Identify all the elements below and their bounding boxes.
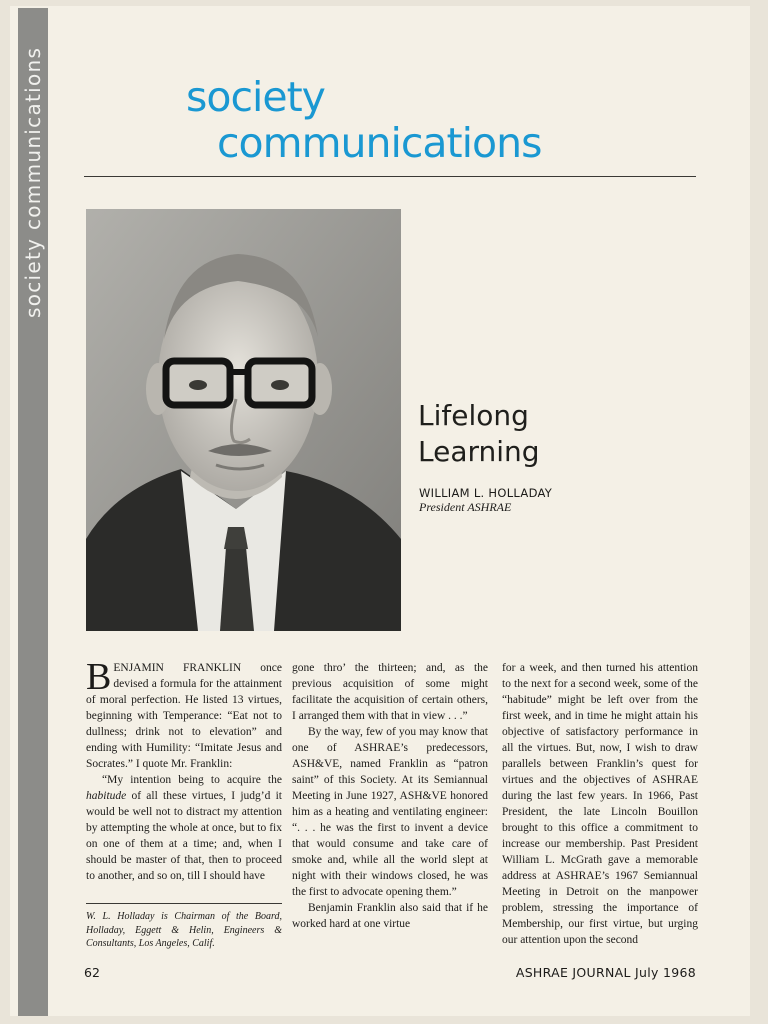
col1-p2-text-b: of all these virtues, I judg’d it would be well not to distract my attention by attempting the whole at once, but to fix on one of them at a time; and, when I should be master of that, then to proceed to another, and so on, till I should have [86, 790, 282, 882]
section-title [186, 74, 541, 166]
footnote-rule [86, 903, 282, 904]
author-name: WILLIAM L. HOLLADAY [419, 486, 553, 500]
col1-paragraph-2 [86, 772, 282, 884]
col1-p2-emphasis: habitude [86, 790, 127, 802]
journal-issue: ASHRAE JOURNAL July 1968 [515, 965, 696, 980]
author-role: President ASHRAE [419, 500, 512, 514]
body-column-1 [86, 656, 282, 884]
col1-paragraph-1 [86, 656, 282, 772]
side-tab-label: society communications [21, 46, 45, 318]
headline-line2: Learning [418, 435, 540, 468]
section-title-line1: society [186, 73, 325, 121]
col2-paragraph-2: By the way, few of you may know that one of ASHRAE’s predecessors, ASH&VE, named Franklin as “patron saint” of this Society. At its Semiannual Meeting in June 1927, ASH&VE honored him as a heating and ventilating engineer: “. . . he was the first to invent a device that would consume and take care of smoke and, while all the world slept at night with their windows closed, he was the first to advocate opening them.” [292, 726, 488, 898]
col1-p1-text: ENJAMIN FRANKLIN once devised a formula for the attainment of moral perfection. He listed 13 virtues, beginning with Temperance: “Eat not to dullness; drink not to elevation” and ending with Humility: “Imitate Jesus and Socrates.” I quote Mr. Franklin: [86, 662, 282, 770]
body-column-3 [502, 660, 698, 948]
col3-paragraph-1: for a week, and then turned his attention to the next for a second week, some of the “habitude” might be left over from the first week, and in time he might attain his objective of satisfactory performance in all the virtues. But, now, I wish to draw parallels between Franklin’s quest for virtues and the objectives of ASHRAE during the last few years. In 1966, Past President, the late Lincoln Bouillon brought to this office a commitment to increase our membership. Past President William L. McGrath gave a memorable address at ASHRAE’s 1967 Semiannual Meeting in Detroit on the manpower problem, stressing the importance of Membership, our first virtue, but urging our attention upon the second [502, 662, 698, 946]
page-number: 62 [84, 965, 100, 980]
col1-p2-text-a: “My intention being to acquire the [102, 774, 282, 786]
author-footnote: W. L. Holladay is Chairman of the Board, Holladay, Eggett & Helin, Engineers & Consultants, Los Angeles, Calif. [86, 911, 282, 949]
drop-cap: B [86, 656, 112, 698]
section-title-line2: communications [217, 119, 542, 167]
portrait-illustration [86, 209, 401, 631]
col2-paragraph-1: gone thro’ the thirteen; and, as the previous acquisition of some might facilitate the acquisition of certain others, I arranged them with that in view . . .” [292, 662, 488, 722]
body-column-2 [292, 660, 488, 932]
header-rule [84, 176, 696, 177]
headline-line1: Lifelong [418, 399, 529, 432]
article-headline [418, 398, 540, 470]
author-portrait [86, 209, 401, 631]
col2-paragraph-3: Benjamin Franklin also said that if he worked hard at one virtue [292, 902, 488, 930]
